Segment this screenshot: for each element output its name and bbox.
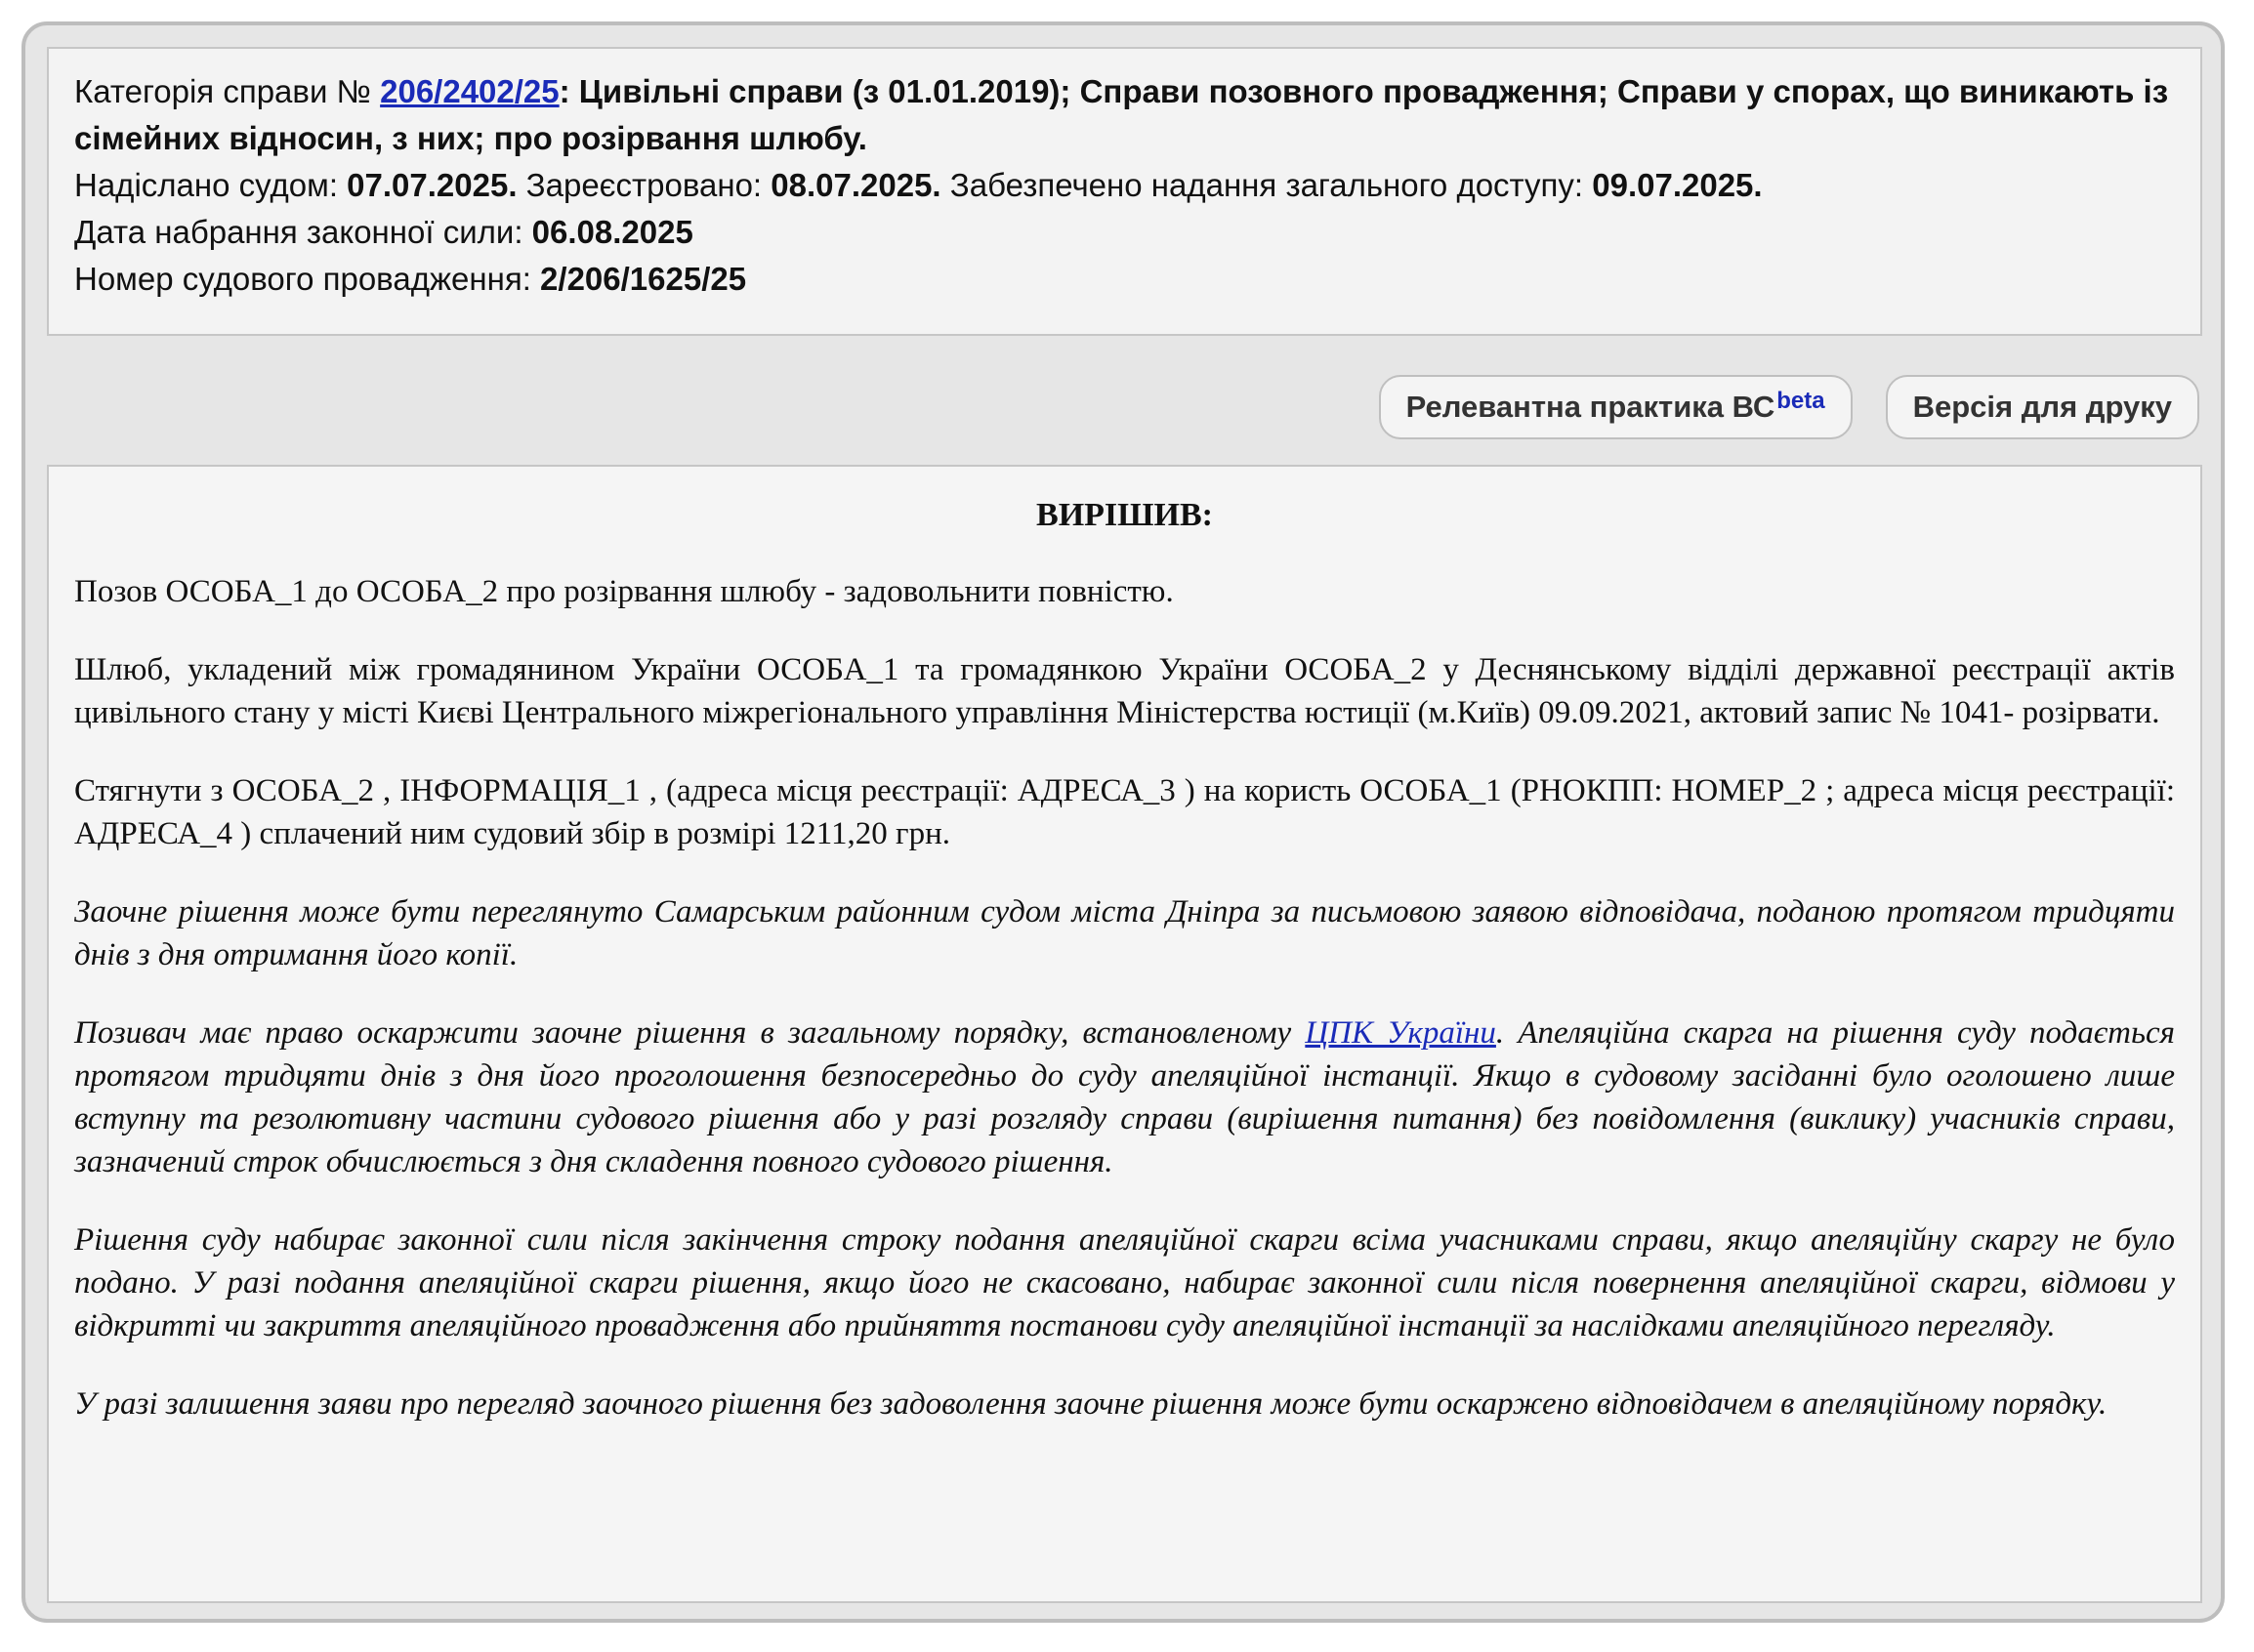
decision-title: ВИРІШИВ:	[1036, 497, 1213, 533]
dates-line	[74, 162, 2175, 209]
decision-panel	[47, 465, 2202, 1603]
decision-paragraph-6: Рішення суду набирає законної сили після закінчення строку подання апеляційної скарги всіма учасниками справи, якщо апеляційну скаргу не було подано. У разі подання апеляційної скарги рішення, якщо його не скасовано, набирає законної сили після повернення апеляційної скарги, відмови у відкритті чи закриття апеляційного провадження або прийняття постанови суду апеляційної інстанції за наслідками апеляційного перегляду.	[74, 1222, 2175, 1343]
relevant-practice-button[interactable]	[1379, 375, 1853, 439]
proceeding-label: Номер судового провадження:	[74, 261, 541, 297]
case-info-panel	[47, 47, 2202, 336]
paragraph-5-end: . Апеляційна скарга на рішення суду подається протягом тридцяти днів з дня його проголошення безпосередньо до суду апеляційної інстанції. Якщо в судовому засіданні було оголошено лише вступну та резолютивну частини судового рішення або у разі розгляду справи (вирішення питання) без повідомлення (виклику) учасників справи, зазначений строк обчислюється з дня складення повного судового рішення.	[74, 1015, 2176, 1179]
effective-date: 06.08.2025	[531, 214, 693, 250]
action-buttons	[1379, 375, 2199, 439]
decision-paragraph-7: У разі залишення заяви про перегляд заочного рішення без задоволення заочне рішення може бути оскаржено відповідачем в апеляційному порядку.	[74, 1386, 2108, 1422]
document-frame	[21, 21, 2225, 1623]
cpk-link[interactable]: ЦПК України	[1305, 1015, 1496, 1051]
decision-paragraph-3: Стягнути з ОСОБА_2 , ІНФОРМАЦІЯ_1 , (адреса місця реєстрації: АДРЕСА_3 ) на користь ОСОБА_1 (РНОКПП: НОМЕР_2 ; адреса місця реєстрації: АДРЕСА_4 ) сплачений ним судовий збір в розмірі 1211,20 грн.	[74, 773, 2175, 851]
case-number-link[interactable]: 206/2402/25	[380, 73, 560, 109]
decision-paragraph-1: Позов ОСОБА_1 до ОСОБА_2 про розірвання шлюбу - задовольнити повністю.	[74, 574, 1174, 609]
decision-paragraph-4: Заочне рішення може бути переглянуто Самарським районним судом міста Дніпра за письмовою заявою відповідача, поданою протягом тридцяти днів з дня отримання його копії.	[74, 894, 2175, 972]
sent-label: Надіслано судом:	[74, 167, 348, 203]
relevant-practice-label: Релевантна практика ВС	[1405, 390, 1775, 424]
registered-date: 08.07.2025.	[771, 167, 941, 203]
proceeding-line	[74, 256, 2175, 303]
effective-label: Дата набрання законної сили:	[74, 214, 532, 250]
print-version-button[interactable]: Версія для друку	[1886, 375, 2199, 439]
registered-label: Зареєстровано:	[517, 167, 772, 203]
paragraph-5-start: Позивач має право оскаржити заочне рішення в загальному порядку, встановленому	[74, 1015, 1306, 1051]
access-label: Забезпечено надання загального доступу:	[940, 167, 1593, 203]
effective-date-line	[74, 209, 2175, 256]
beta-badge: beta	[1776, 388, 1825, 414]
decision-paragraph-2: Шлюб, укладений між громадянином України ОСОБА_1 та громадянкою України ОСОБА_2 у Деснянському відділі державної реєстрації актів цивільного стану у місті Києві Центрального міжрегіонального управління Міністерства юстиції (м.Київ) 09.09.2021, актовий запис № 1041- розірвати.	[74, 652, 2175, 730]
category-label: Категорія справи №	[74, 73, 381, 109]
sent-date: 07.07.2025.	[347, 167, 518, 203]
category-text: : Цивільні справи (з 01.01.2019); Справи позовного провадження; Справи у спорах, що виникають із сімейних відносин, з них; про розірвання шлюбу.	[74, 73, 2169, 156]
case-category-line	[74, 68, 2175, 162]
access-date: 09.07.2025.	[1592, 167, 1763, 203]
decision-paragraph-5	[74, 1012, 2175, 1183]
proceeding-number: 2/206/1625/25	[540, 261, 747, 297]
